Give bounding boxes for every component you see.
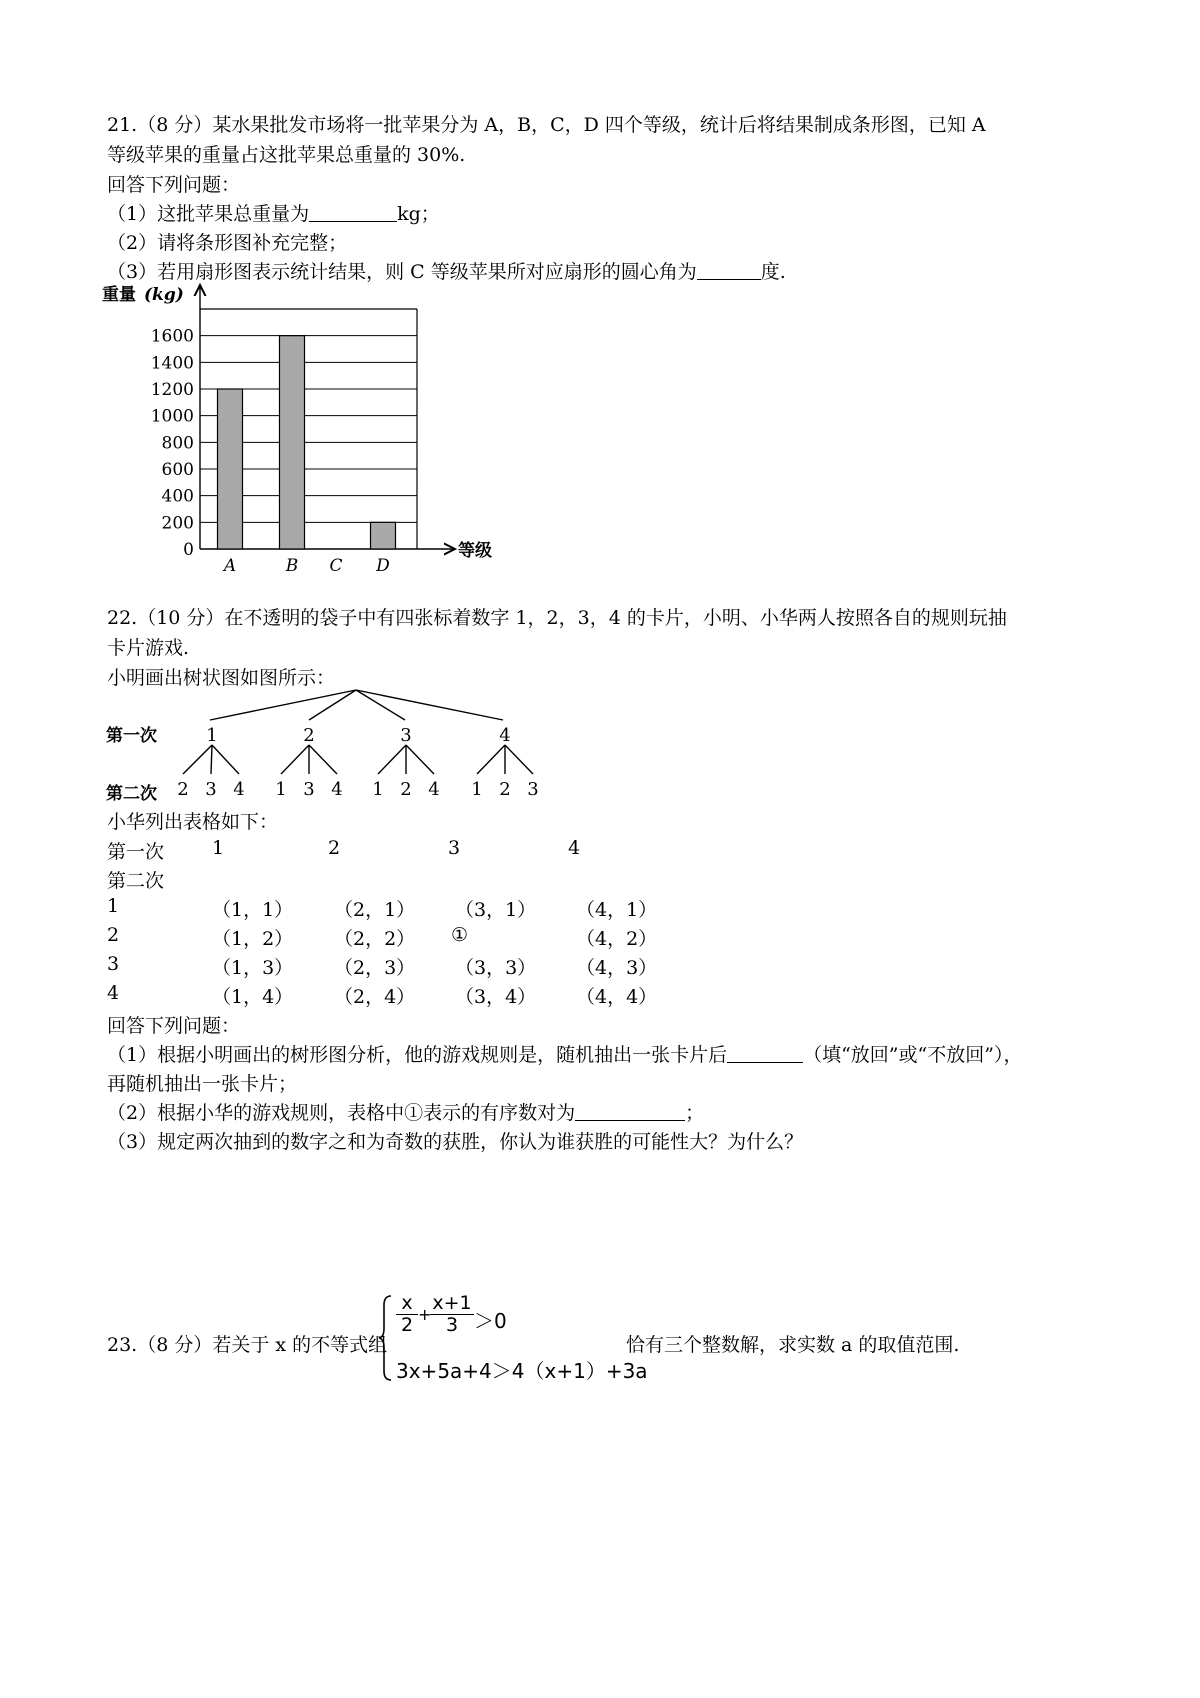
tree-second-label: 第二次 [106,784,157,802]
table-row-label: 1 [107,895,120,917]
tree-first-4: 4 [499,725,511,746]
q23-text-post: 恰有三个整数解，求实数 a 的取值范围. [626,1334,960,1356]
tree-second-2-2: 3 [303,779,315,800]
fraction-1 [396,1293,418,1336]
table-col-4: 4 [568,837,581,859]
table-cell: （3，4） [455,986,537,1008]
table-cell: （3，3） [455,957,537,979]
table-cell: （2，2） [334,928,416,950]
bar-chart [100,282,520,582]
table-cell: （4，2） [576,928,658,950]
table-cell: （2，3） [334,957,416,979]
y-tick-label: 1400 [150,353,194,374]
tree-second-2-1: 1 [275,779,287,800]
table-cell: （4，3） [576,957,658,979]
q22-prompt: 回答下列问题： [107,1015,241,1037]
y-tick-label: 200 [161,513,194,534]
tree-first-3: 3 [400,725,412,746]
table-row-label: 3 [107,953,120,975]
q22-part2-end: ； [685,1102,705,1124]
q21-part3-blank[interactable] [697,261,761,280]
y-tick-label: 1000 [150,406,194,427]
table-cell: （4，1） [576,899,658,921]
q21-part1-unit: kg； [397,203,440,225]
tree-diagram [100,687,560,802]
q22-part1-blank[interactable] [727,1044,803,1063]
table-cell: （1，3） [212,957,294,979]
tree-second-1-1: 2 [177,779,189,800]
inequality-2: 3x+5a+4＞4（x+1）+3a [396,1359,648,1383]
table-col-3: 3 [448,837,461,859]
y-tick-label: 800 [161,433,194,454]
q21-part1-blank[interactable] [309,203,397,222]
y-axis-label-cn: 重量 [102,285,136,305]
q21-line1: 21.（8 分）某水果批发市场将一批苹果分为 A，B，C，D 四个等级，统计后将结果制成条形图，已知 A [107,114,986,136]
q22-part1-hint: （填“放回”或“不放回”）， [803,1044,1023,1066]
y-tick-label: 400 [161,486,194,507]
q23-text-pre: 23.（8 分）若关于 x 的不等式组 [107,1334,388,1356]
tree-second-3-1: 1 [372,779,384,800]
table-cell: （1，4） [212,986,294,1008]
table-cell: （2，4） [334,986,416,1008]
tree-first-1: 1 [206,725,218,746]
table-header-second: 第二次 [107,870,165,892]
q22-line1: 22.（10 分）在不透明的袋子中有四张标着数字 1，2，3，4 的卡片，小明、小华两人按照各自的规则玩抽 [107,607,1007,629]
q22-part2 [107,1098,704,1125]
q21-part1 [107,199,440,226]
left-brace [378,1293,394,1383]
x-tick-label: D [376,556,390,576]
tree-first-label: 第一次 [106,726,157,746]
q22-part2-blank[interactable] [575,1102,685,1121]
table-col-2: 2 [328,837,341,859]
table-cell-circled-1: ① [451,924,469,946]
q21-part2: （2）请将条形图补充完整； [107,232,348,254]
tree-second-4-2: 2 [499,779,511,800]
chart-x-ticks [222,556,390,576]
tree-first-2: 2 [303,725,315,746]
q22-part1-text: （1）根据小明画出的树形图分析，他的游戏规则是，随机抽出一张卡片后 [107,1044,728,1066]
plus-sign: + [418,1305,432,1324]
x-tick-label: B [285,556,299,576]
fraction-2-numerator: x+1 [430,1293,474,1315]
tree-second-4-1: 1 [471,779,483,800]
y-tick-label: 0 [183,540,194,560]
q22-part3: （3）规定两次抽到的数字之和为奇数的获胜，你认为谁获胜的可能性大？为什么？ [107,1131,804,1153]
tree-second-1-2: 3 [205,779,217,800]
q22-part1 [107,1040,1022,1067]
x-tick-label: C [329,556,343,576]
y-tick-label: 1200 [150,380,194,400]
bar-D [371,522,396,549]
bar-A [218,389,243,549]
q22-part1-cont: 再随机抽出一张卡片； [107,1073,298,1095]
table-cell: （2，1） [334,899,416,921]
q22-table-intro: 小华列出表格如下： [107,811,279,833]
table-row-label: 4 [107,982,120,1004]
fraction-2-denominator: 3 [445,1314,459,1336]
fraction-2 [430,1293,474,1336]
q21-part3-unit: 度. [760,261,786,283]
q22-tree-intro: 小明画出树状图如图所示： [107,667,336,689]
x-tick-label: A [223,556,237,576]
tree-second-2-3: 4 [331,779,343,800]
q22-line2: 卡片游戏. [107,637,190,659]
q21-line2: 等级苹果的重量占这批苹果总重量的 30%. [107,144,466,166]
table-cell: （3，1） [455,899,537,921]
table-header-first: 第一次 [107,841,165,863]
bar-B [280,336,305,549]
fraction-1-denominator: 2 [400,1314,414,1336]
table-col-1: 1 [212,837,225,859]
q21-prompt: 回答下列问题： [107,174,241,196]
inequality-1-relation: ＞0 [474,1309,507,1333]
tree-second-3-3: 4 [428,779,440,800]
tree-second-3-2: 2 [400,779,412,800]
y-axis-label-unit: (kg) [144,285,184,305]
y-tick-label: 1600 [150,326,194,347]
x-axis-label: 等级 [458,541,492,561]
fraction-1-numerator: x [396,1293,418,1315]
q22-part2-text: （2）根据小华的游戏规则，表格中①表示的有序数对为 [107,1102,576,1124]
tree-second-4-3: 3 [527,779,539,800]
chart-y-ticks [151,327,194,560]
y-tick-label: 600 [161,460,194,480]
tree-second-1-3: 4 [233,779,245,800]
q21-part3-text: （3）若用扇形图表示统计结果，则 C 等级苹果所对应扇形的圆心角为 [107,261,697,283]
table-row-label: 2 [107,924,120,946]
table-cell: （1，2） [212,928,294,950]
table-cell: （1，1） [212,899,294,921]
q21-part3 [107,257,786,284]
q21-part1-text: （1）这批苹果总重量为 [107,203,310,225]
table-cell: （4，4） [576,986,658,1008]
